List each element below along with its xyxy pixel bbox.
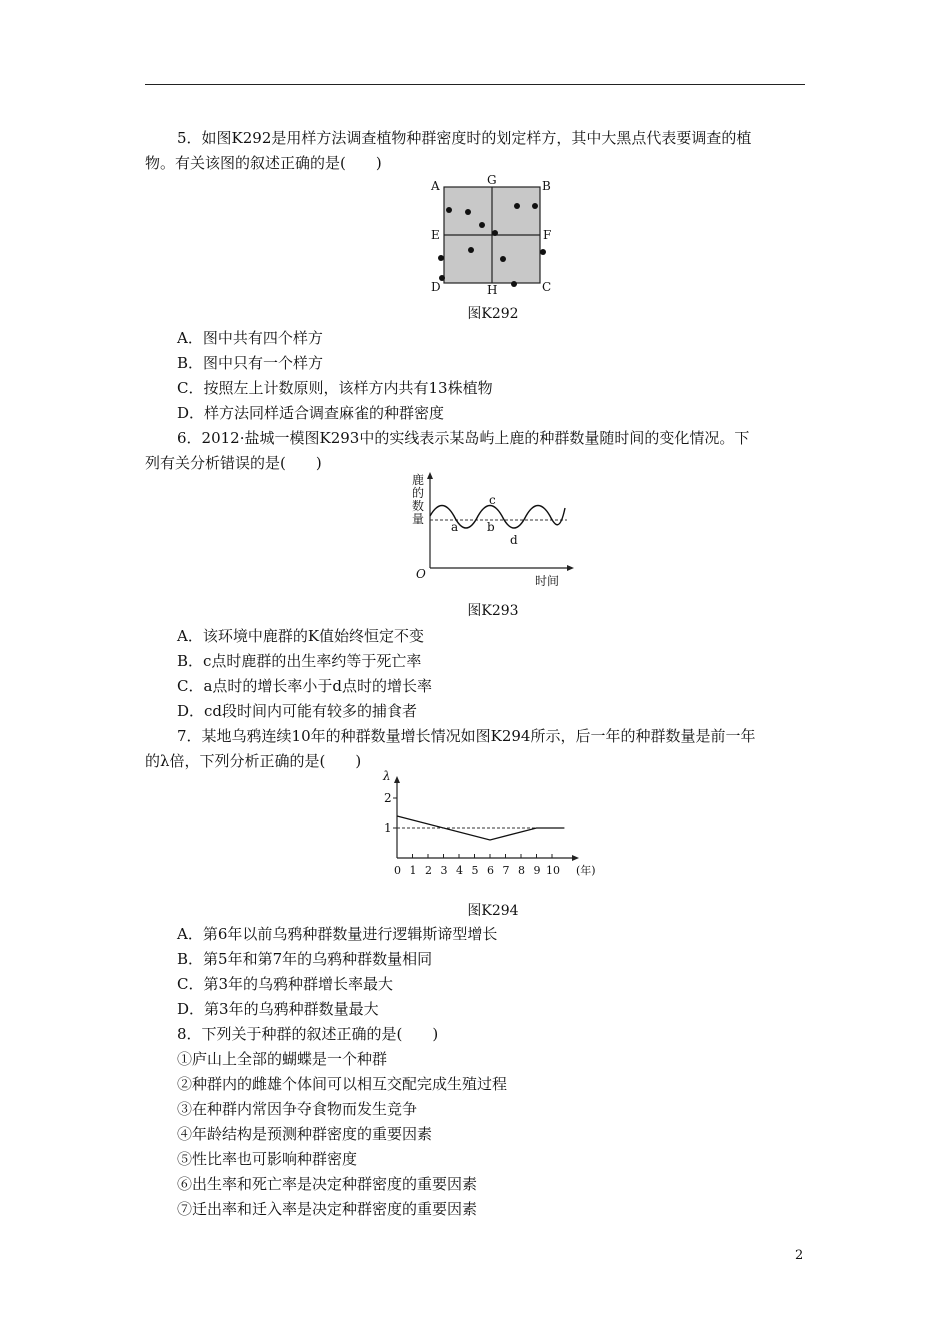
y-tick-1: 1 (384, 821, 392, 835)
plant-dot (511, 281, 517, 287)
q6-option-b: B．c点时鹿群的出生率约等于死亡率 (177, 652, 422, 670)
x-tick-label: 5 (471, 864, 479, 877)
x-tick-label: 3 (440, 864, 448, 877)
page-number: 2 (795, 1248, 804, 1263)
q5-option-c: C．按照左上计数原则，该样方内共有13株植物 (177, 379, 493, 397)
q8-item-5: ⑤性比率也可影响种群密度 (177, 1150, 358, 1168)
x-tick-label: 4 (456, 864, 463, 877)
x-axis-label: 时间 (535, 574, 560, 588)
q8-item-1: ①庐山上全部的蝴蝶是一个种群 (177, 1050, 388, 1068)
x-tick-label: 10 (546, 864, 560, 877)
plant-dot (479, 222, 485, 228)
x-tick-label: 7 (502, 864, 510, 877)
origin-label: O (416, 567, 426, 581)
label-d: D (431, 280, 441, 294)
plant-dot (500, 256, 506, 262)
point-a: a (451, 520, 459, 534)
header-rule (145, 84, 805, 85)
y-label-1: 鹿 (412, 473, 425, 487)
q5-stem-line2: 物。有关该图的叙述正确的是( ) (145, 154, 382, 172)
plant-dot (532, 203, 538, 209)
q6-option-d: D．cd段时间内可能有较多的捕食者 (177, 702, 418, 720)
x-tick-label: 1 (409, 864, 417, 877)
label-f: F (543, 228, 552, 242)
plant-dot (468, 247, 474, 253)
x-tick-label: 2 (425, 864, 432, 877)
q5-option-b: B．图中只有一个样方 (177, 354, 324, 372)
figure-k293-deer-population (405, 470, 580, 592)
q6-option-a: A．该环境中鹿群的K值始终恒定不变 (177, 627, 425, 645)
q8-item-2: ②种群内的雌雄个体间可以相互交配完成生殖过程 (177, 1075, 508, 1093)
x-tick-label: 8 (518, 864, 525, 877)
figure-k292-caption: 图K292 (467, 306, 519, 322)
plant-dot (492, 230, 498, 236)
plant-dot (438, 255, 444, 261)
q7-option-b: B．第5年和第7年的乌鸦种群数量相同 (177, 950, 433, 968)
plant-dot (446, 207, 452, 213)
point-b: b (487, 520, 495, 534)
q8-item-3: ③在种群内常因争夺食物而发生竞争 (177, 1100, 418, 1118)
q5-option-a: A．图中共有四个样方 (177, 329, 323, 347)
label-e: E (431, 228, 440, 242)
q8-item-6: ⑥出生率和死亡率是决定种群密度的重要因素 (177, 1175, 478, 1193)
q8-item-7: ⑦迁出率和迁入率是决定种群密度的重要因素 (177, 1200, 478, 1218)
plant-dot (465, 209, 471, 215)
label-b: B (542, 179, 551, 193)
point-d: d (510, 533, 518, 547)
q6-option-c: C．a点时的增长率小于d点时的增长率 (177, 677, 433, 695)
y-label-3: 数 (412, 499, 425, 513)
y-label-2: 的 (412, 486, 425, 500)
y-label-4: 量 (412, 512, 425, 526)
q8-stem: 8．下列关于种群的叙述正确的是( ) (177, 1025, 439, 1043)
plant-dot (514, 203, 520, 209)
figure-k293-caption: 图K293 (467, 603, 519, 619)
x-tick-label: 6 (487, 864, 494, 877)
x-tick-label: 0 (394, 864, 401, 877)
y-tick-2: 2 (384, 791, 392, 805)
y-axis-label: λ (383, 770, 391, 783)
figure-k294-caption: 图K294 (467, 903, 519, 919)
q7-option-d: D．第3年的乌鸦种群数量最大 (177, 1000, 379, 1018)
q6-stem-line1: 6．2012·盐城一模图K293中的实线表示某岛屿上鹿的种群数量随时间的变化情况。下 (177, 429, 750, 447)
q7-option-a: A．第6年以前乌鸦种群数量进行逻辑斯谛型增长 (177, 925, 498, 943)
point-c: c (489, 493, 496, 507)
q6-stem-line2: 列有关分析错误的是( ) (145, 454, 322, 472)
q7-stem-line1: 7．某地乌鸦连续10年的种群数量增长情况如图K294所示，后一年的种群数量是前一年 (177, 727, 756, 745)
label-c: C (542, 280, 552, 294)
figure-k294-lambda-chart (375, 770, 615, 880)
x-unit-label: (年) (576, 864, 596, 877)
x-tick-label: 9 (533, 864, 541, 877)
label-h: H (487, 283, 498, 297)
q8-item-4: ④年龄结构是预测种群密度的重要因素 (177, 1125, 433, 1143)
q5-stem-line1: 5．如图K292是用样方法调查植物种群密度时的划定样方，其中大黑点代表要调查的植 (177, 129, 752, 147)
q7-option-c: C．第3年的乌鸦种群增长率最大 (177, 975, 394, 993)
label-a: A (431, 179, 440, 193)
q7-stem-line2: 的λ倍，下列分析正确的是( ) (145, 752, 362, 770)
label-g: G (487, 173, 497, 187)
q5-option-d: D．样方法同样适合调查麻雀的种群密度 (177, 404, 445, 422)
plant-dot (540, 249, 546, 255)
figure-k292-quadrat (425, 173, 555, 298)
